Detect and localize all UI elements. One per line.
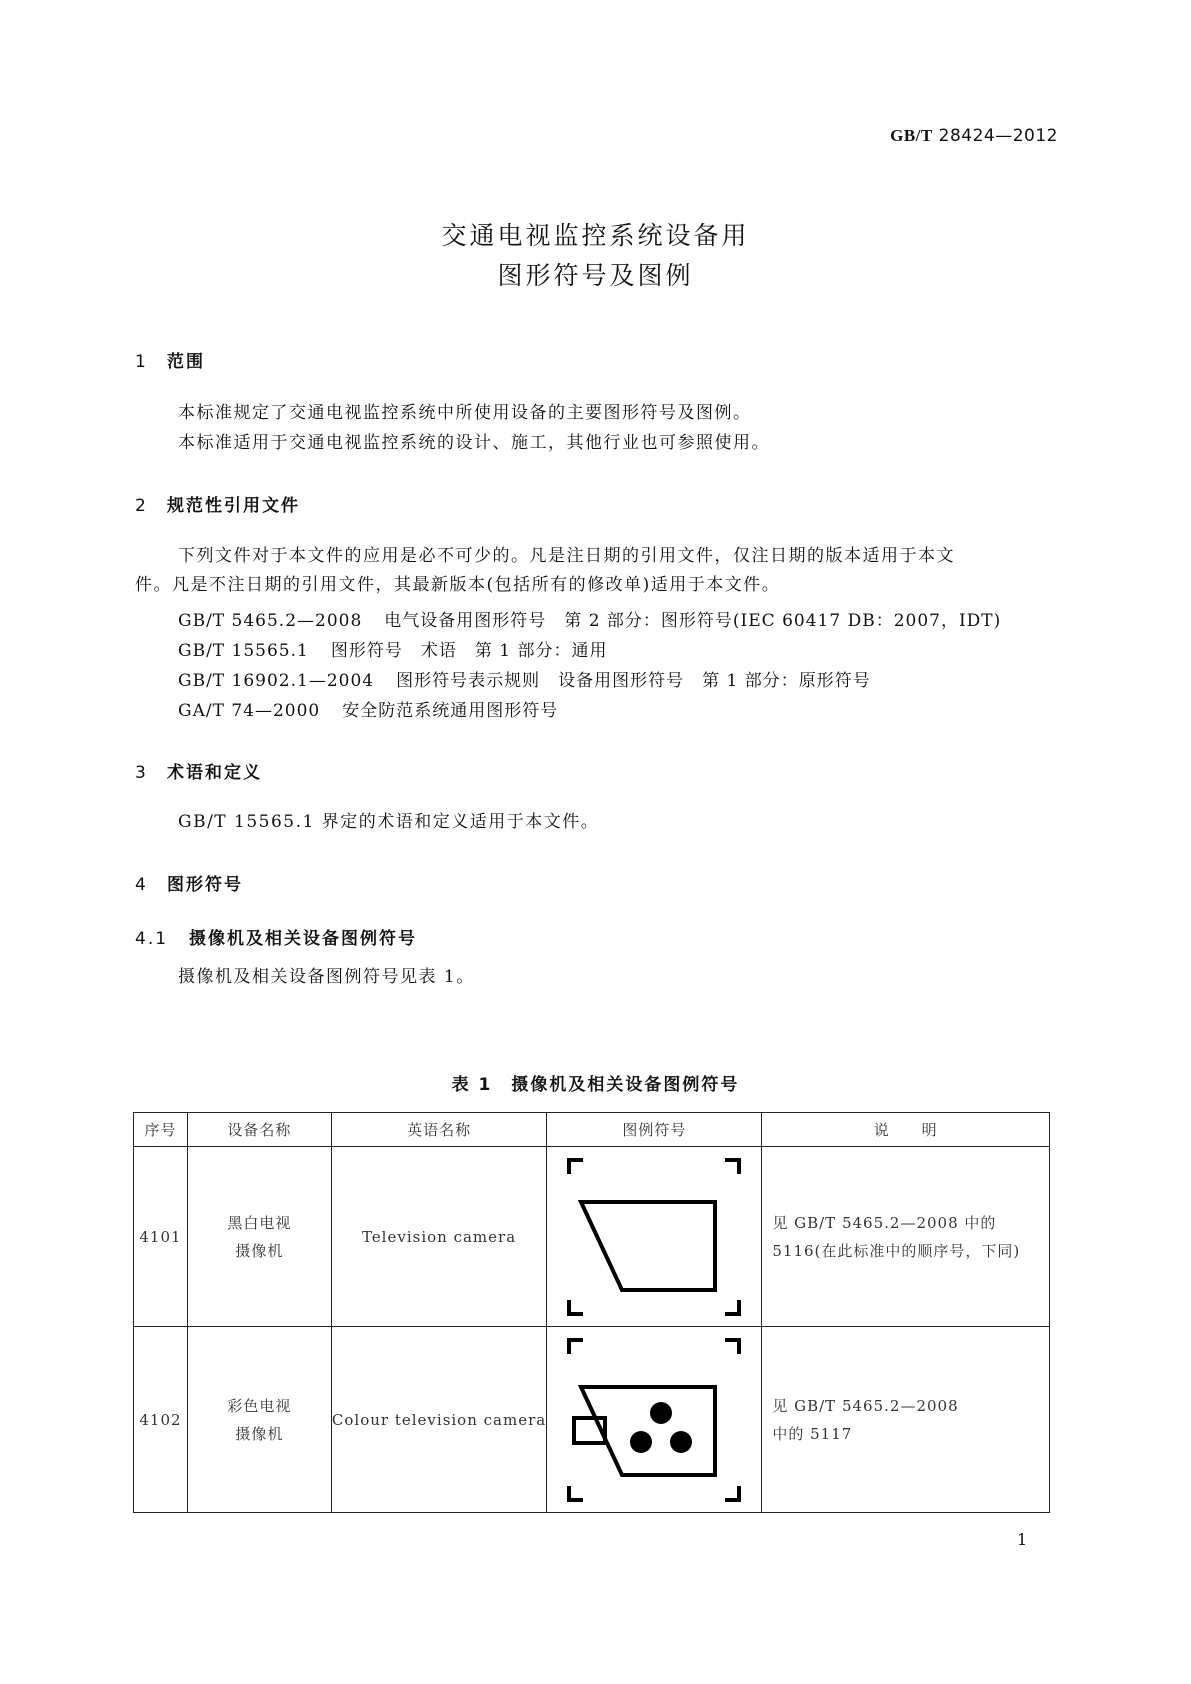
row-number: 4102	[134, 1327, 188, 1513]
standard-id	[890, 126, 1058, 146]
section-4-1-heading	[135, 924, 417, 949]
reference-title: 图形符号 术语 第 1 部分：通用	[330, 641, 608, 661]
paragraph: 本标准适用于交通电视监控系统的设计、施工，其他行业也可参照使用。	[178, 433, 770, 453]
colour-camera-icon	[564, 1332, 744, 1508]
symbol-table	[133, 1112, 1050, 1513]
section-number: 1	[135, 352, 148, 372]
paragraph: 本标准规定了交通电视监控系统中所使用设备的主要图形符号及图例。	[178, 403, 752, 423]
table-row	[134, 1147, 1050, 1327]
doc-title-line1: 交通电视监控系统设备用	[441, 221, 750, 250]
section-3-body: GB/T 15565.1 界定的术语和定义适用于本文件。	[178, 812, 600, 832]
doc-title-line2: 图形符号及图例	[497, 261, 694, 290]
section-4-heading	[135, 870, 243, 895]
symbol-cell	[547, 1147, 762, 1327]
reference-title: 图形符号表示规则 设备用图形符号 第 1 部分：原形符号	[396, 671, 871, 691]
standard-prefix: GB/T	[890, 126, 933, 145]
column-header: 说 明	[762, 1113, 1050, 1147]
column-header: 序号	[134, 1113, 188, 1147]
reference-item	[178, 666, 871, 691]
reference-code: GB/T 5465.2—2008	[178, 611, 363, 631]
section-2-intro-line2: 件。凡是不注日期的引用文件，其最新版本(包括所有的修改单)适用于本文件。	[135, 575, 781, 595]
reference-title: 电气设备用图形符号 第 2 部分：图形符号(IEC 60417 DB：2007，IDT)	[384, 611, 1002, 631]
column-header: 英语名称	[331, 1113, 547, 1147]
reference-title: 安全防范系统通用图形符号	[342, 701, 559, 721]
table-row	[134, 1327, 1050, 1513]
device-name-line: 彩色电视	[227, 1396, 292, 1415]
section-3-heading	[135, 758, 262, 783]
description-line: 5116(在此标准中的顺序号，下同)	[772, 1241, 1021, 1260]
section-title: 图形符号	[167, 875, 243, 895]
standard-number: 28424—2012	[938, 126, 1058, 146]
table-header-row	[134, 1113, 1050, 1147]
section-1-heading	[135, 347, 205, 372]
description	[762, 1147, 1050, 1327]
device-name-line: 摄像机	[235, 1241, 284, 1260]
reference-item	[178, 636, 607, 661]
section-title: 范围	[167, 352, 205, 372]
section-number: 4	[135, 875, 148, 895]
reference-code: GB/T 15565.1	[178, 641, 309, 661]
reference-code: GB/T 16902.1—2004	[178, 671, 375, 691]
section-1-body	[178, 398, 770, 458]
section-number: 3	[135, 763, 148, 783]
section-number: 4.1	[135, 929, 169, 949]
reference-item	[178, 606, 1001, 631]
section-title: 规范性引用文件	[167, 496, 300, 516]
description-line: 见 GB/T 5465.2—2008 中的	[772, 1213, 997, 1232]
page-number: 1	[1017, 1530, 1028, 1549]
section-4-1-body: 摄像机及相关设备图例符号见表 1。	[178, 967, 475, 987]
english-name: Television camera	[331, 1147, 547, 1327]
column-header: 设备名称	[187, 1113, 331, 1147]
reference-item	[178, 696, 558, 721]
english-name: Colour television camera	[331, 1327, 547, 1513]
row-number: 4101	[134, 1147, 188, 1327]
section-title: 术语和定义	[167, 763, 262, 783]
reference-code: GA/T 74—2000	[178, 701, 321, 721]
description	[762, 1327, 1050, 1513]
device-name-line: 摄像机	[235, 1424, 284, 1443]
device-name-line: 黑白电视	[227, 1213, 292, 1232]
device-name	[187, 1327, 331, 1513]
section-number: 2	[135, 496, 148, 516]
column-header: 图例符号	[547, 1113, 762, 1147]
bw-camera-icon	[564, 1152, 744, 1322]
section-title: 摄像机及相关设备图例符号	[189, 929, 417, 949]
section-2-intro-line1: 下列文件对于本文件的应用是必不可少的。凡是注日期的引用文件，仅注日期的版本适用于本文	[178, 546, 955, 566]
symbol-cell	[547, 1327, 762, 1513]
table-caption: 表 1 摄像机及相关设备图例符号	[451, 1075, 740, 1095]
description-line: 中的 5117	[772, 1424, 853, 1443]
description-line: 见 GB/T 5465.2—2008	[772, 1396, 959, 1415]
section-2-heading	[135, 491, 300, 516]
device-name	[187, 1147, 331, 1327]
